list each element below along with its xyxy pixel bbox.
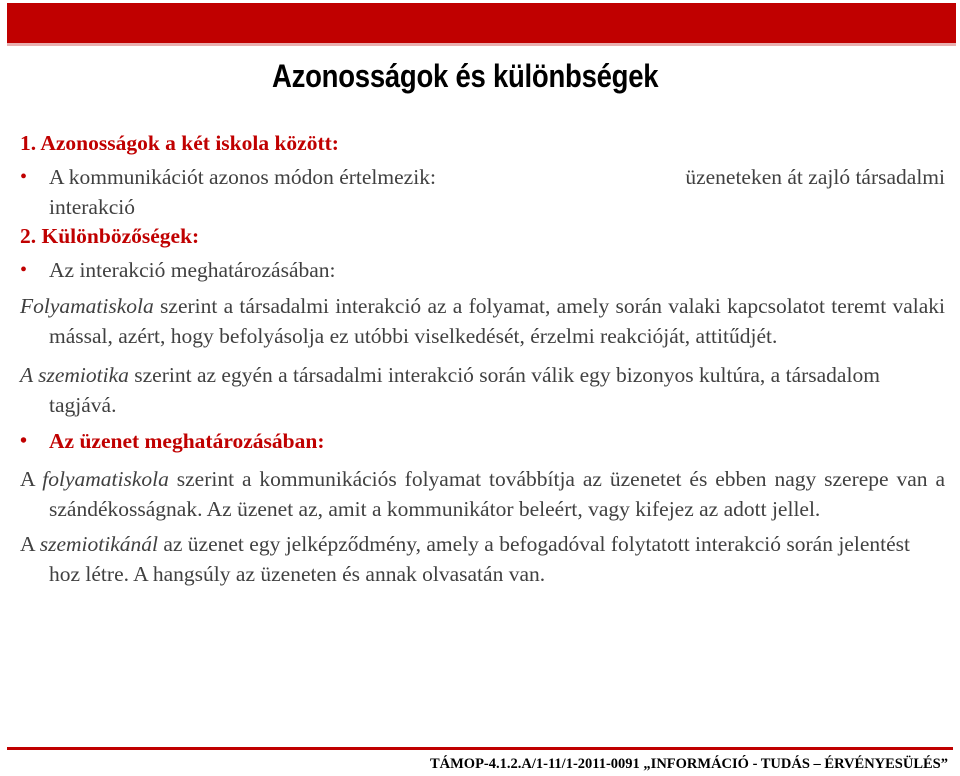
bullet-item-common-interpretation (20, 162, 945, 222)
slide-content (20, 128, 945, 589)
paragraph-semiotics-message (20, 529, 945, 589)
term-semiotics: szemiotikánál (39, 532, 158, 556)
paragraph-semiotics-interaction (20, 360, 945, 420)
paragraph-prefix: A (20, 467, 43, 491)
paragraph-process-school-message (20, 464, 945, 524)
bullet-item-interaction (20, 255, 945, 285)
paragraph-text: az üzenet egy jelképződmény, amely a befogadóval folytatott interakció során jelentést hoz létre. A hangsúly az üzeneten és annak olvasatán van. (49, 532, 910, 586)
bullet-line-2: interakció (49, 195, 135, 219)
section-1-heading: 1. Azonosságok a két iskola között: (20, 131, 339, 155)
bullet-text-left: A kommunikációt azonos módon értelmezik: (49, 165, 436, 189)
term-process-school: folyamatiskola (42, 467, 169, 491)
header-bar (7, 3, 956, 43)
message-subheading: Az üzenet meghatározásában: (49, 429, 325, 453)
bullet-item-message (20, 426, 945, 456)
bullet-icon: • (20, 166, 28, 188)
bullet-icon: • (20, 259, 28, 281)
footer-project-id: TÁMOP-4.1.2.A/1-11/1-2011-0091 „INFORMÁCIÓ - TUDÁS – ÉRVÉNYESÜLÉS” (429, 756, 948, 772)
interaction-subheading: Az interakció meghatározásában: (49, 258, 336, 282)
footer-divider (7, 747, 953, 750)
slide-title: Azonosságok és különbségek (272, 58, 659, 94)
term-process-school: Folyamatiskola (20, 294, 154, 318)
bullet-icon: • (20, 430, 28, 452)
paragraph-text: szerint a kommunikációs folyamat továbbítja az üzenetet és ebben nagy szerepe van a szándékosságnak. Az üzenet az, amit a kommunikátor beleért, vagy kifejez az adott jellel. (49, 467, 945, 521)
bullet-line-1 (49, 162, 945, 192)
paragraph-text: szerint az egyén a társadalmi interakció során válik egy bizonyos kultúra, a társadalom tagjává. (49, 363, 880, 417)
paragraph-process-school-interaction (20, 291, 945, 351)
bullet-text-right: üzeneteken át zajló társadalmi (685, 165, 945, 189)
header-bar-shadow (7, 43, 956, 46)
paragraph-prefix: A (20, 532, 40, 556)
paragraph-text: szerint a társadalmi interakció az a folyamat, amely során valaki kapcsolatot teremt valaki mással, azért, hogy befolyásolja ez utóbbi viselkedését, érzelmi reakcióját, attitűdjét. (49, 294, 945, 348)
section-2-heading: 2. Különbözőségek: (20, 224, 200, 248)
term-semiotics: A szemiotika (20, 363, 129, 387)
